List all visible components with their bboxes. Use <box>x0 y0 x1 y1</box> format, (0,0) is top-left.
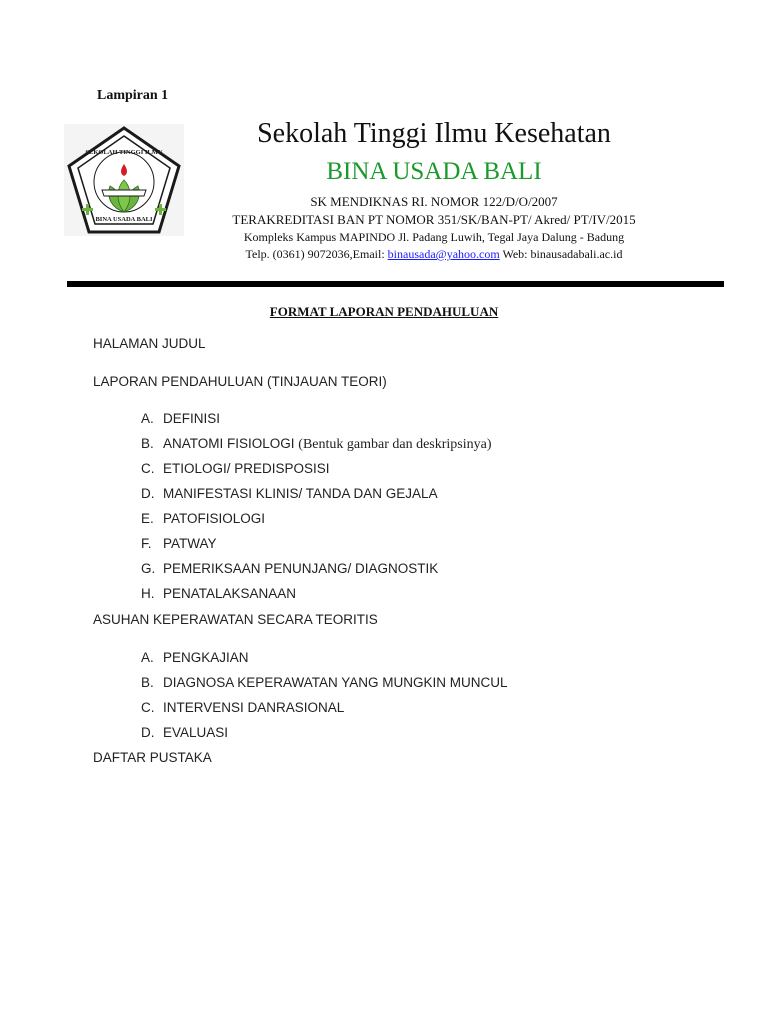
list-item <box>141 461 330 476</box>
item-text: DEFINISI <box>163 411 221 426</box>
email-link[interactable]: binausada@yahoo.com <box>387 247 500 261</box>
item-letter: B. <box>141 675 154 690</box>
item-letter: C. <box>141 700 155 715</box>
document-title-text: FORMAT LAPORAN PENDAHULUAN <box>269 304 499 319</box>
item-letter: F. <box>141 536 152 551</box>
decree-line: SK MENDIKNAS RI. NOMOR 122/D/O/2007 <box>310 194 558 209</box>
item-letter: D. <box>141 486 155 501</box>
item-letter: B. <box>141 436 154 451</box>
item-letter: H. <box>141 586 155 601</box>
svg-text:SEKOLAH TINGGI ILMU: SEKOLAH TINGGI ILMU <box>85 149 163 156</box>
header-divider <box>67 281 724 287</box>
document-title <box>0 304 768 320</box>
item-text: EVALUASI <box>163 725 229 740</box>
item-letter: E. <box>141 511 154 526</box>
list-item <box>141 486 438 501</box>
school-name: Sekolah Tinggi Ilmu Kesehatan <box>257 118 611 149</box>
item-letter: G. <box>141 561 156 576</box>
item-text: DIAGNOSA KEPERAWATAN YANG MUNGKIN MUNCUL <box>163 675 508 690</box>
list-item <box>141 725 228 740</box>
school-subname: BINA USADA BALI <box>326 158 542 185</box>
list-item <box>141 436 492 453</box>
school-logo <box>64 124 184 236</box>
item-letter: D. <box>141 725 155 740</box>
svg-text:BINA USADA BALI: BINA USADA BALI <box>95 216 153 223</box>
item-letter: A. <box>141 411 154 426</box>
item-text: INTERVENSI DANRASIONAL <box>163 700 345 715</box>
list-item <box>141 561 438 576</box>
contact-line <box>184 246 684 262</box>
list-item <box>141 411 220 426</box>
item-letter: C. <box>141 461 155 476</box>
item-letter: A. <box>141 650 154 665</box>
list-item <box>141 511 265 526</box>
item-text: PENGKAJIAN <box>163 650 249 665</box>
address-line: Kompleks Kampus MAPINDO Jl. Padang Luwih, Tegal Jaya Dalung - Badung <box>243 230 625 244</box>
item-text: ANATOMI FISIOLOGI <box>163 436 299 451</box>
section-care: ASUHAN KEPERAWATAN SECARA TEORITIS <box>93 612 378 627</box>
web-text: Web: binausadabali.ac.id <box>499 247 623 261</box>
item-text: PATWAY <box>163 536 217 551</box>
list-item <box>141 675 508 690</box>
list-item <box>141 536 217 551</box>
item-text: ETIOLOGI/ PREDISPOSISI <box>163 461 330 476</box>
item-text: PEMERIKSAAN PENUNJANG/ DIAGNOSTIK <box>163 561 439 576</box>
item-text: PATOFISIOLOGI <box>163 511 266 526</box>
section-cover: HALAMAN JUDUL <box>93 336 206 351</box>
list-item <box>141 586 296 601</box>
item-text: MANIFESTASI KLINIS/ TANDA DAN GEJALA <box>163 486 438 501</box>
accreditation-line: TERAKREDITASI BAN PT NOMOR 351/SK/BAN-PT/ Akred/ PT/IV/2015 <box>232 212 636 227</box>
section-references: DAFTAR PUSTAKA <box>93 750 212 765</box>
list-item <box>141 700 344 715</box>
list-item <box>141 650 249 665</box>
section-intro: LAPORAN PENDAHULUAN (TINJAUAN TEORI) <box>93 374 387 389</box>
contact-prefix: Telp. (0361) 9072036,Email: <box>245 247 388 261</box>
item-text: PENATALAKSANAAN <box>163 586 297 601</box>
attachment-label: Lampiran 1 <box>97 88 169 103</box>
item-note: (Bentuk gambar dan deskripsinya) <box>298 437 492 452</box>
